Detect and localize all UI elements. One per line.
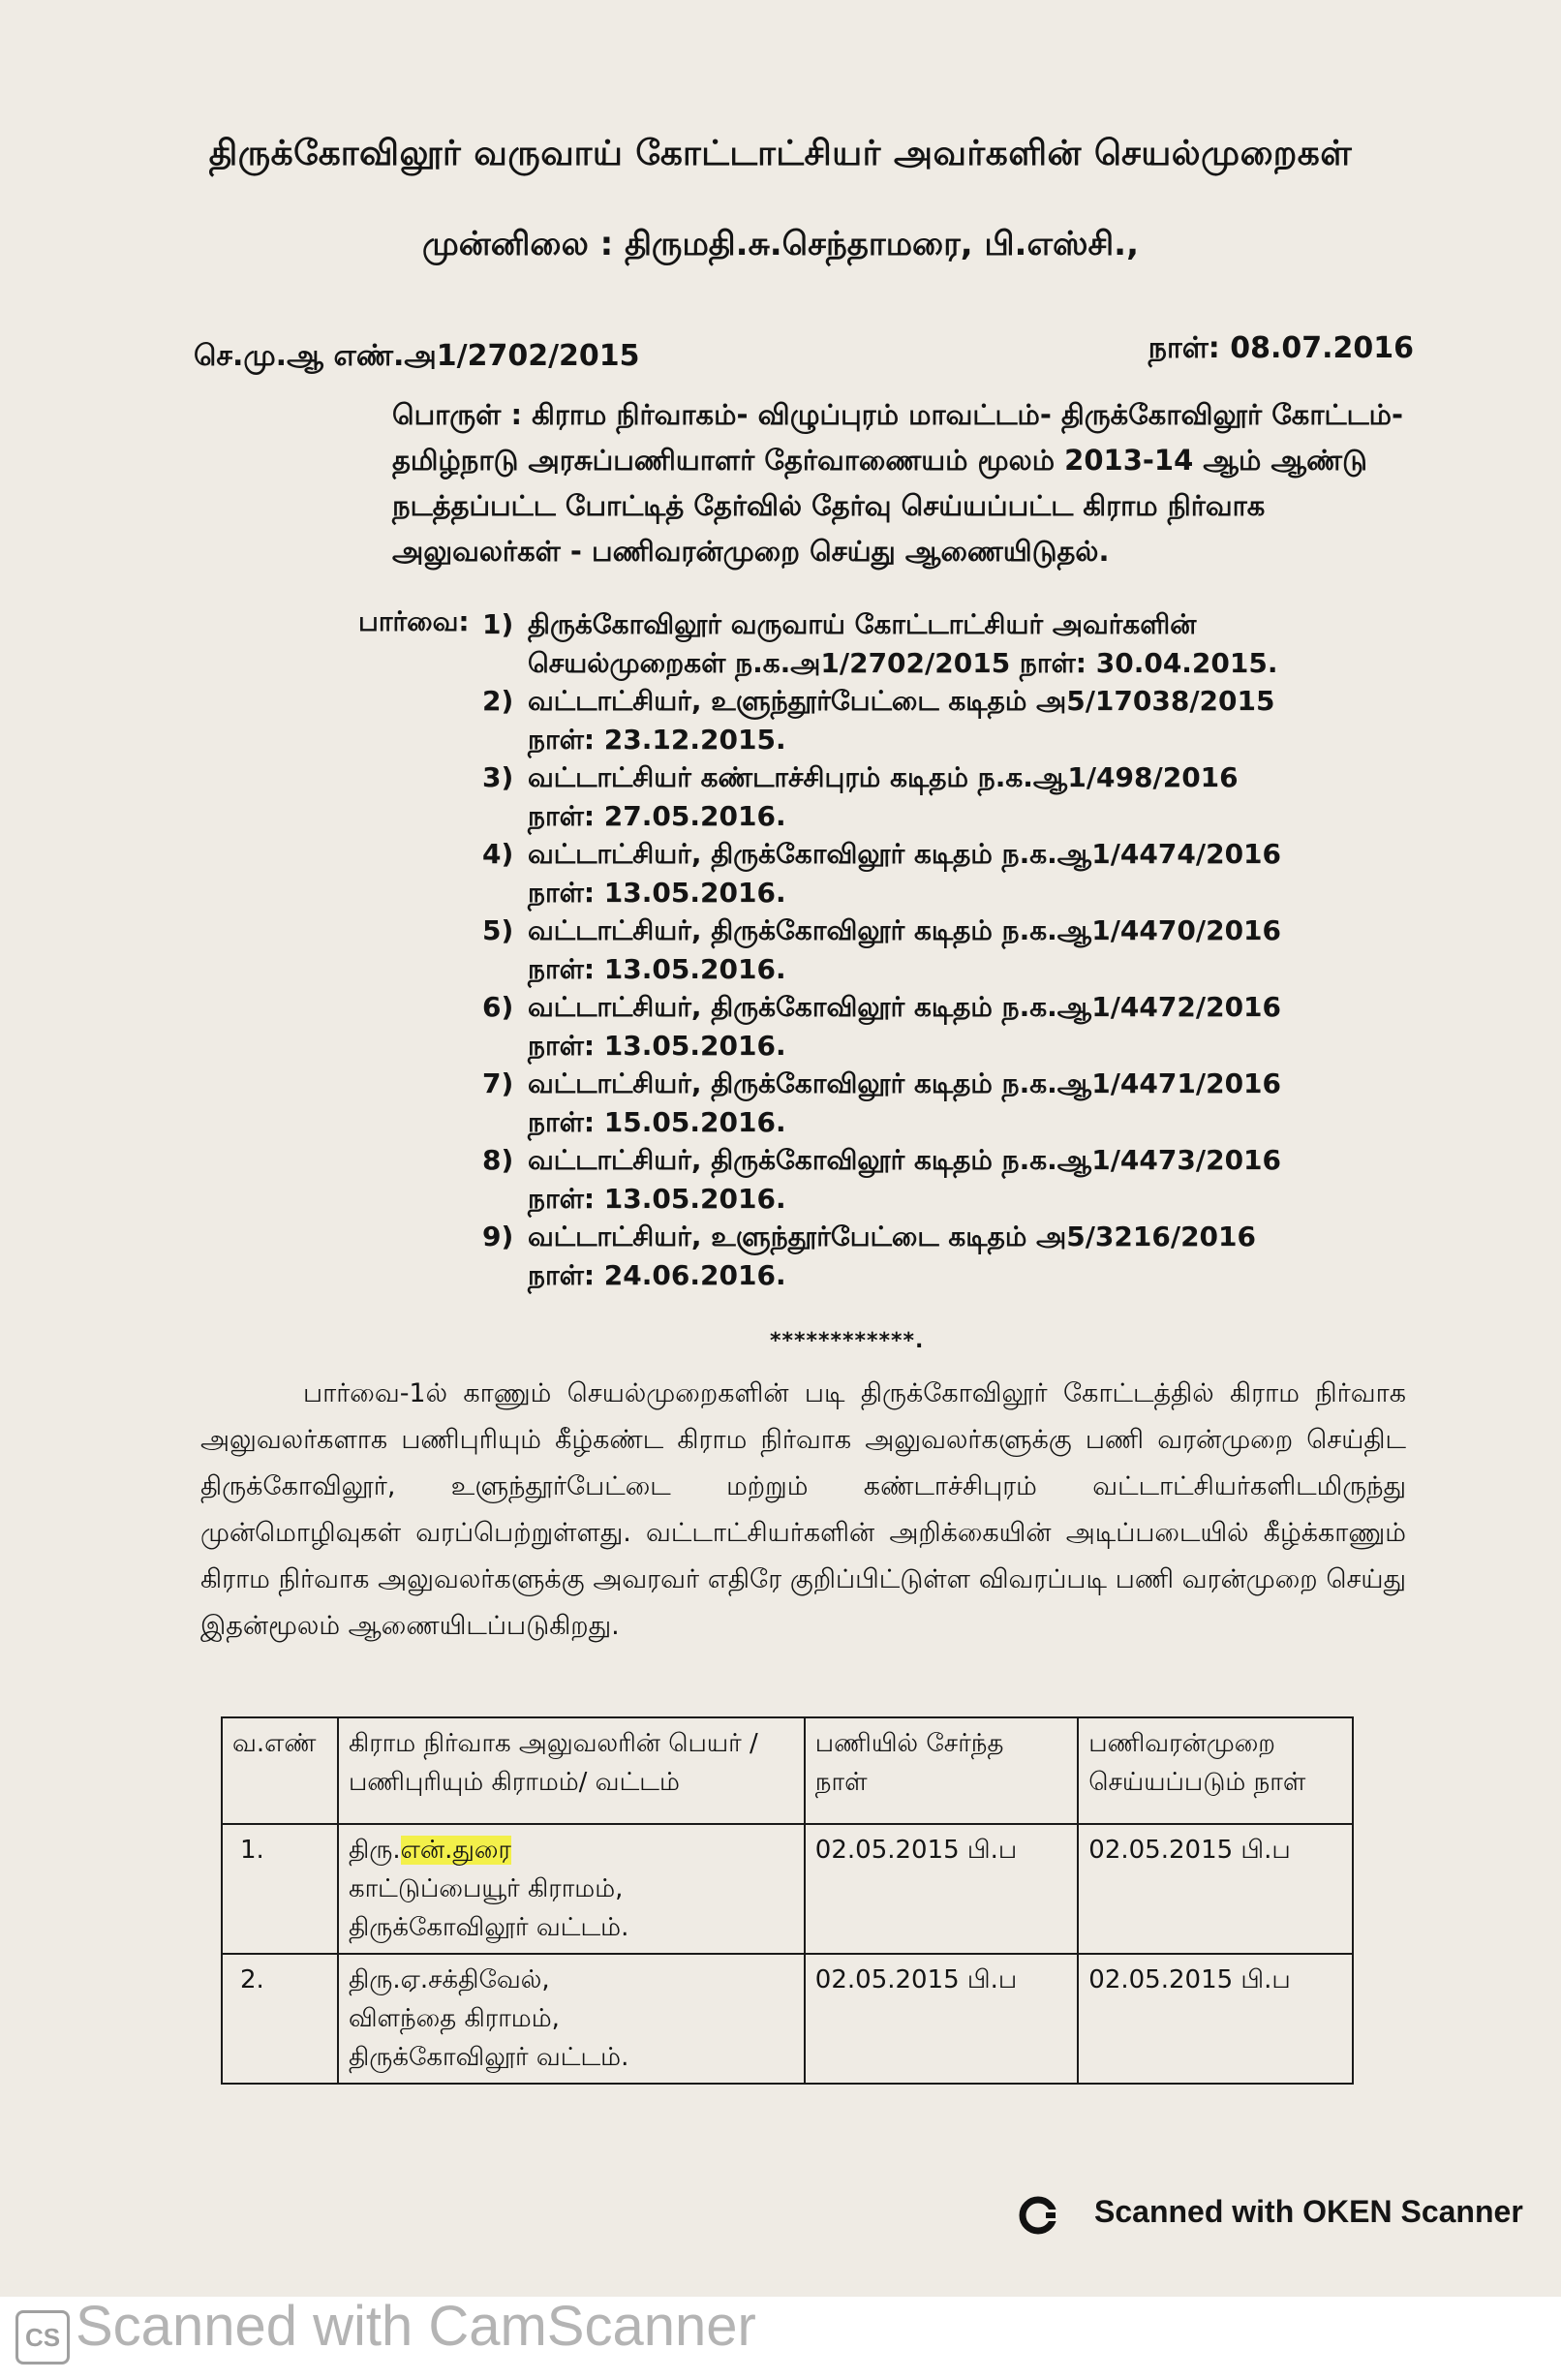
reference-line1: வட்டாட்சியர், உளுந்தூர்பேட்டை கடிதம் அ5/3216/2016: [528, 1221, 1257, 1252]
cell-regularisation-date: 02.05.2015 பி.ப: [1078, 1954, 1353, 2084]
cell-join-date: 02.05.2015 பி.ப: [805, 1824, 1078, 1954]
officer-taluk: திருக்கோவிலூர் வட்டம்.: [348, 1913, 629, 1942]
reference-line1: வட்டாட்சியர், திருக்கோவிலூர் கடிதம் ந.க.ஆ1/4473/2016: [528, 1144, 1282, 1176]
subject-block: [392, 392, 1438, 574]
cell-name: [338, 1954, 805, 2084]
oken-logo-icon: [1019, 2196, 1057, 2235]
reference-line2: நாள்: 15.05.2016.: [528, 1105, 786, 1138]
camscanner-logo-icon: CS: [15, 2310, 70, 2365]
header-sno: வ.எண்: [222, 1717, 338, 1824]
reference-number-label: 2): [482, 685, 514, 717]
document-date: நாள்: 08.07.2016: [1148, 331, 1414, 365]
reference-line2: நாள்: 13.05.2016.: [528, 1182, 786, 1215]
header-join-date: [805, 1717, 1078, 1824]
reference-number-label: 3): [482, 761, 514, 793]
reference-line2: நாள்: 23.12.2015.: [528, 723, 786, 756]
cell-sno: 1.: [222, 1824, 338, 1954]
oken-scanner-watermark: Scanned with OKEN Scanner: [1094, 2194, 1523, 2229]
references-label: பார்வை:: [358, 605, 470, 637]
cell-join-date: 02.05.2015 பி.ப: [805, 1954, 1078, 2084]
officer-village: காட்டுப்பையூர் கிராமம்,: [348, 1874, 624, 1903]
cell-regularisation-date: 02.05.2015 பி.ப: [1078, 1824, 1353, 1954]
cell-sno: 2.: [222, 1954, 338, 2084]
reference-item: [358, 682, 1423, 758]
reference-line1: வட்டாட்சியர், திருக்கோவிலூர் கடிதம் ந.க.ஆ1/4472/2016: [528, 991, 1282, 1023]
reference-item: [358, 758, 1423, 835]
reference-item: [358, 912, 1423, 988]
reference-line2: நாள்: 13.05.2016.: [528, 876, 786, 909]
reference-line1: வட்டாட்சியர், உளுந்தூர்பேட்டை கடிதம் அ5/17038/2015: [528, 685, 1275, 717]
subject-text: கிராம நிர்வாகம்- விழுப்புரம் மாவட்டம்- திருக்கோவிலூர் கோட்டம்- தமிழ்நாடு அரசுப்பணியாளர் தேர்வாணையம் மூலம் 2013-14 ஆம் ஆண்டு நடத்தப்பட்ட போட்டித் தேர்வில் தேர்வு செய்யப்பட்ட கிராம நிர்வாக அலுவலர்கள் - பணிவரன்முறை செய்து ஆணையிடுதல்.: [392, 398, 1404, 568]
reference-item: [358, 1065, 1423, 1141]
camscanner-watermark: Scanned with CamScanner: [76, 2295, 756, 2358]
reference-line1: வட்டாட்சியர், திருக்கோவிலூர் கடிதம் ந.க.ஆ1/4470/2016: [528, 914, 1282, 946]
header-join-line2: நாள்: [814, 1768, 868, 1797]
reference-line2: நாள்: 13.05.2016.: [528, 1029, 786, 1062]
section-separator: ************.: [770, 1329, 925, 1353]
header-join-line1: பணியில் சேர்ந்த: [814, 1729, 1004, 1758]
reference-line1: வட்டாட்சியர், திருக்கோவிலூர் கடிதம் ந.க.ஆ1/4474/2016: [528, 838, 1282, 870]
reference-item: [358, 988, 1423, 1065]
header-name-line2: பணிபுரியும் கிராமம்/ வட்டம்: [348, 1768, 680, 1797]
header-regularisation-date: [1078, 1717, 1353, 1824]
reference-number-label: 6): [482, 991, 514, 1023]
table-header-row: [222, 1717, 1353, 1824]
reference-item: [358, 835, 1423, 912]
officer-village: விளந்தை கிராமம்,: [348, 2004, 560, 2033]
references-block: [358, 605, 1423, 1294]
header-reg-line2: செய்யப்படும் நாள்: [1088, 1768, 1306, 1797]
header-name: [338, 1717, 805, 1824]
officer-title: திரு.: [348, 1965, 401, 1994]
reference-number-label: 4): [482, 838, 514, 870]
reference-item: [358, 605, 1423, 682]
subject-label: பொருள் :: [392, 398, 523, 431]
vao-table: [221, 1716, 1354, 2085]
header-reg-line1: பணிவரன்முறை: [1088, 1729, 1275, 1758]
reference-number-label: 7): [482, 1067, 514, 1099]
reference-number-label: 8): [482, 1144, 514, 1176]
cell-name: [338, 1824, 805, 1954]
header-name-line1: கிராம நிர்வாக அலுவலரின் பெயர் /: [348, 1729, 758, 1758]
reference-line2: நாள்: 27.05.2016.: [528, 799, 786, 832]
reference-number-label: 1): [482, 608, 514, 640]
reference-line1: வட்டாட்சியர் கண்டாச்சிபுரம் கடிதம் ந.க.ஆ1/498/2016: [528, 761, 1239, 793]
body-paragraph: பார்வை-1ல் காணும் செயல்முறைகளின் படி திருக்கோவிலூர் கோட்டத்தில் கிராம நிர்வாக அலுவலர்களாக பணிபுரியும் கீழ்கண்ட கிராம நிர்வாக அலுவலர்களுக்கு பணி வரன்முறை செய்திட திருக்கோவிலூர், உளுந்தூர்பேட்டை மற்றும் கண்டாச்சிபுரம் வட்டாட்சியர்களிடமிருந்து முன்மொழிவுகள் வரப்பெற்றுள்ளது. வட்டாட்சியர்களின் அறிக்கையின் அடிப்படையில் கீழ்க்காணும் கிராம நிர்வாக அலுவலர்களுக்கு அவரவர் எதிரே குறிப்பிட்டுள்ள விவரப்படி பணி வரன்முறை செய்து இதன்மூலம் ஆணையிடப்படுகிறது.: [200, 1378, 1406, 1641]
reference-line2: நாள்: 13.05.2016.: [528, 952, 786, 985]
reference-item: [358, 1141, 1423, 1218]
officer-name-highlighted: என்.துரை: [400, 1836, 511, 1865]
reference-number: செ.மு.ஆ எண்.அ1/2702/2015: [194, 339, 640, 373]
document-title: திருக்கோவிலூர் வருவாய் கோட்டாட்சியர் அவர்களின் செயல்முறைகள்: [208, 134, 1353, 173]
reference-line1: திருக்கோவிலூர் வருவாய் கோட்டாட்சியர் அவர்களின்: [528, 608, 1197, 640]
reference-line2: செயல்முறைகள் ந.க.அ1/2702/2015 நாள்: 30.04.2015.: [528, 646, 1278, 679]
reference-line2: நாள்: 24.06.2016.: [528, 1258, 786, 1291]
table-row: [222, 1824, 1353, 1954]
officer-title: திரு.: [348, 1836, 401, 1865]
reference-number-label: 5): [482, 914, 514, 946]
reference-line1: வட்டாட்சியர், திருக்கோவிலூர் கடிதம் ந.க.ஆ1/4471/2016: [528, 1067, 1282, 1099]
reference-item: [358, 1218, 1423, 1294]
table-row: [222, 1954, 1353, 2084]
officer-taluk: திருக்கோவிலூர் வட்டம்.: [348, 2043, 629, 2072]
officer-name: ஏ.சக்திவேல்,: [400, 1965, 550, 1994]
reference-number-label: 9): [482, 1221, 514, 1252]
presence-line: முன்னிலை : திருமதி.சு.செந்தாமரை, பி.எஸ்சி.,: [422, 225, 1139, 263]
